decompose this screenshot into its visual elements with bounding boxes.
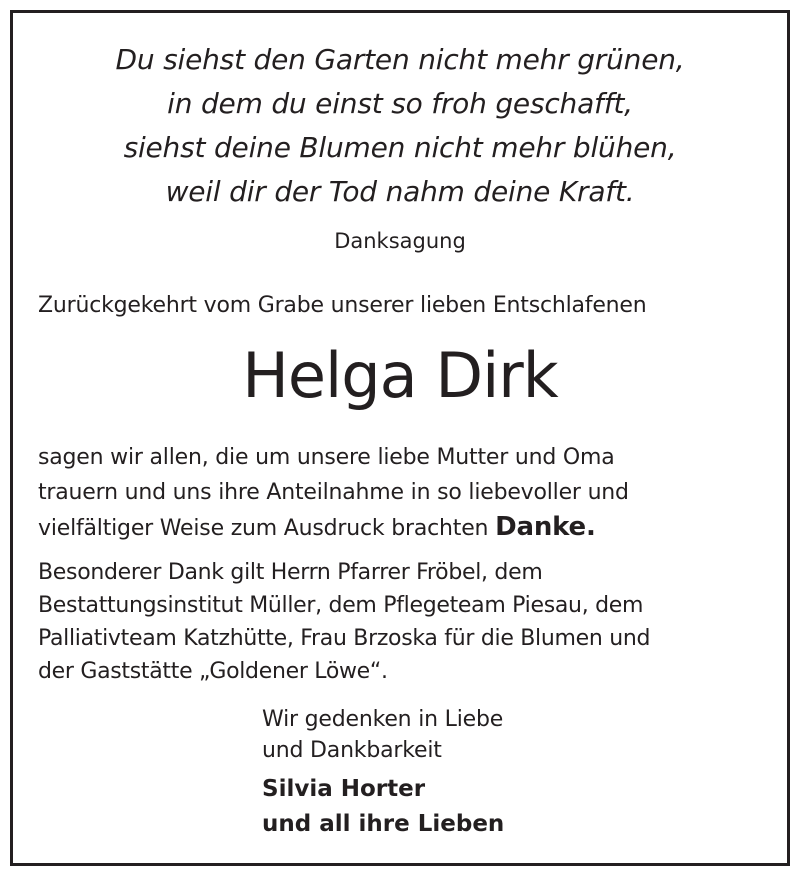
poem-line: weil dir der Tod nahm deine Kraft. — [165, 175, 635, 208]
deceased-name: Helga Dirk — [242, 339, 558, 412]
thanks-line-last — [38, 510, 629, 546]
special-thanks-line: Besonderer Dank gilt Herrn Pfarrer Fröbel, dem — [38, 560, 543, 585]
poem-line: Du siehst den Garten nicht mehr grünen, — [115, 43, 685, 76]
intro-text: Zurückgekehrt vom Grabe unserer lieben Entschlafenen — [38, 293, 647, 318]
notice-heading: Danksagung — [334, 229, 466, 253]
poem-line: siehst deine Blumen nicht mehr blühen, — [123, 131, 677, 164]
signers — [262, 772, 504, 842]
closing-line: Wir gedenken in Liebe — [262, 707, 504, 732]
thanks-line: sagen wir allen, die um unsere liebe Mutter und Oma — [38, 445, 615, 470]
thanks-paragraph — [38, 440, 629, 546]
closing-line: und Dankbarkeit — [262, 738, 442, 763]
poem-line: in dem du einst so froh geschafft, — [167, 87, 633, 120]
special-thanks-line: Bestattungsinstitut Müller, dem Pflegeteam Piesau, dem — [38, 593, 644, 618]
thanks-line: trauern und uns ihre Anteilnahme in so liebevoller und — [38, 480, 629, 505]
thanks-emphasis: Danke. — [495, 512, 596, 542]
thanks-line-text: vielfältiger Weise zum Ausdruck brachten — [38, 516, 489, 541]
signer-name: Silvia Horter — [262, 776, 426, 802]
signer-family: und all ihre Lieben — [262, 811, 505, 837]
closing-remark — [262, 704, 503, 766]
special-thanks-line: der Gaststätte „Goldener Löwe“. — [38, 659, 388, 684]
memorial-poem — [0, 38, 800, 214]
special-thanks-paragraph — [38, 556, 650, 688]
special-thanks-line: Palliativteam Katzhütte, Frau Brzoska für die Blumen und — [38, 626, 651, 651]
